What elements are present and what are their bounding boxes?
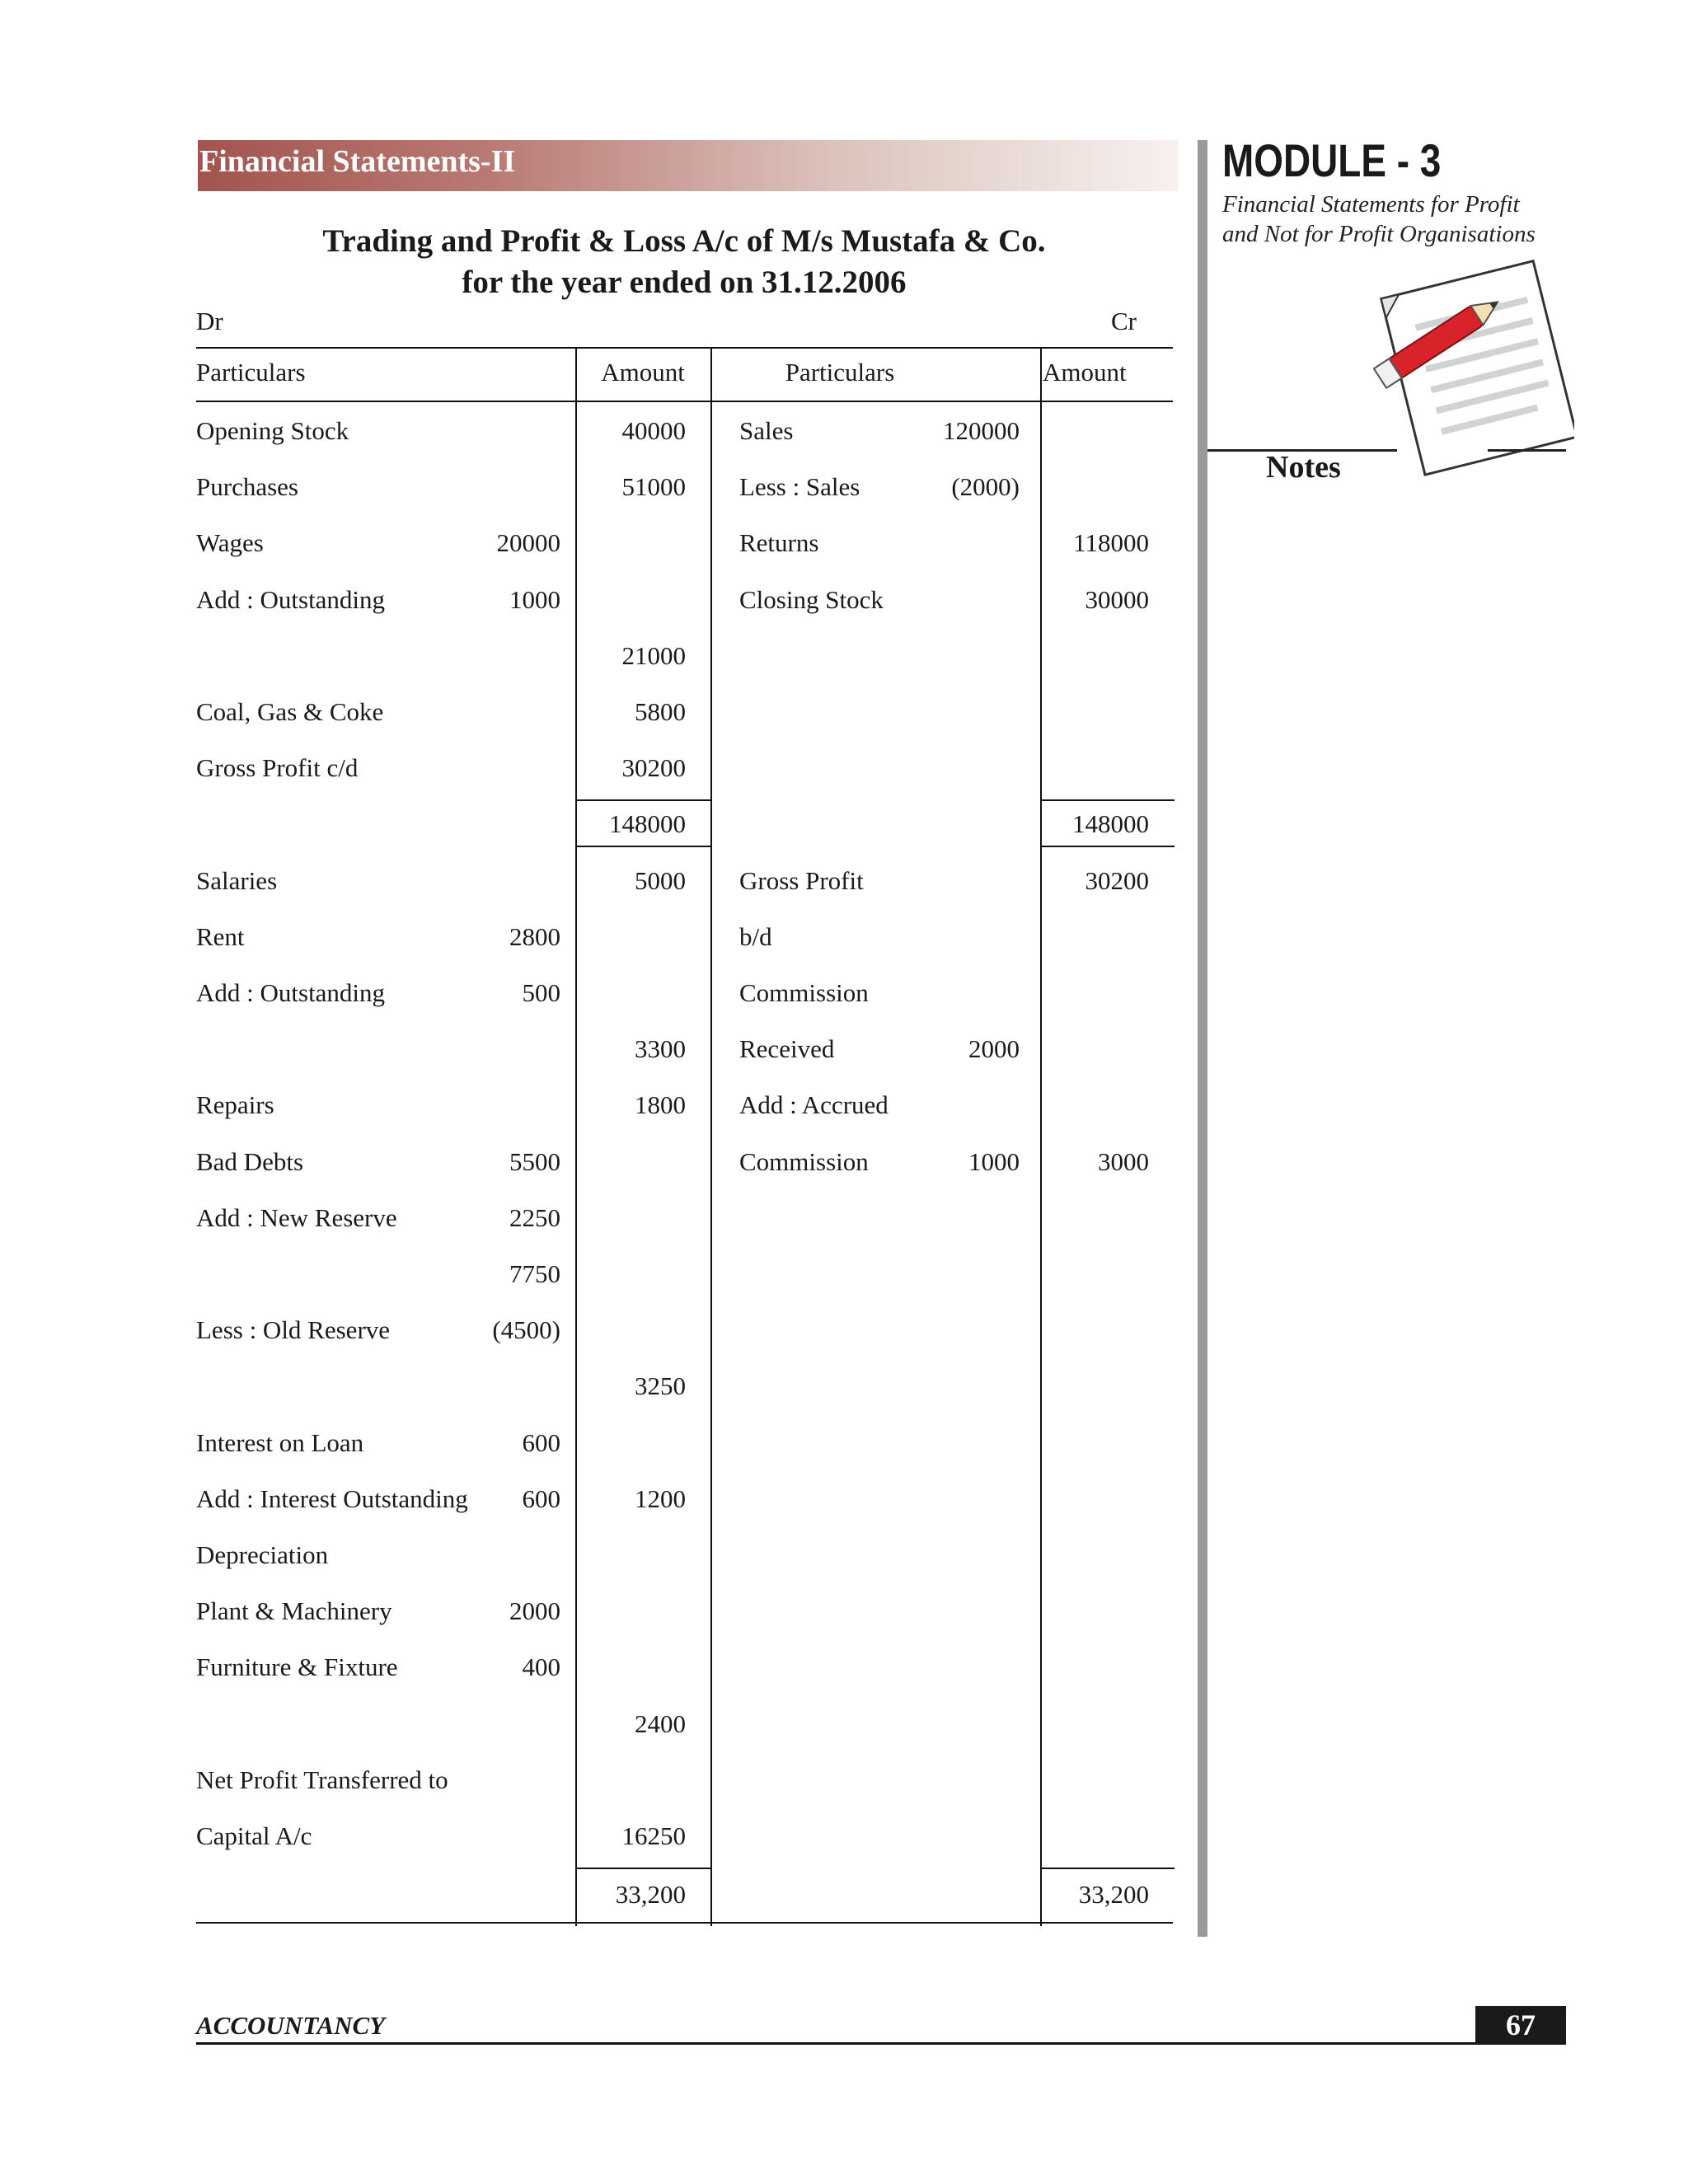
debit-particular: Add : Outstanding: [196, 585, 386, 614]
debit-amount: 21000: [621, 641, 686, 670]
debit-amount: 40000: [621, 416, 686, 445]
debit-particular: Wages: [196, 528, 264, 557]
header-particulars-left: Particulars: [196, 358, 306, 387]
debit-inner-amount: 1000: [509, 585, 560, 614]
credit-inner-amount: 1000: [968, 1147, 1020, 1176]
debit-amount: 51000: [621, 472, 686, 501]
credit-particular: Gross Profit: [739, 866, 864, 895]
debit-particular: Less : Old Reserve: [196, 1315, 391, 1344]
debit-amount: 5800: [635, 697, 686, 726]
debit-inner-amount: 500: [522, 978, 560, 1007]
debit-amount: 3250: [635, 1371, 686, 1400]
debit-particular: Capital A/c: [196, 1821, 312, 1850]
debit-amount: 3300: [635, 1034, 686, 1063]
credit-particular: Closing Stock: [739, 585, 884, 614]
debit-particular: Bad Debts: [196, 1147, 304, 1176]
credit-particular: Sales: [739, 416, 794, 445]
module-subtitle: [1222, 190, 1536, 249]
credit-particular: Returns: [739, 528, 819, 557]
subtotal-rule: [575, 846, 712, 847]
debit-particular: Net Profit Transferred to: [196, 1765, 448, 1794]
section-title: Financial Statements-II: [199, 144, 516, 179]
debit-inner-amount: 5500: [509, 1147, 560, 1176]
debit-inner-amount: 400: [522, 1652, 560, 1681]
debit-inner-amount: 600: [522, 1428, 560, 1457]
debit-particular: Purchases: [196, 472, 298, 501]
debit-inner-amount: 20000: [496, 528, 560, 557]
debit-amount: 148000: [609, 809, 686, 838]
header-amount-left: Amount: [601, 358, 685, 387]
subtotal-rule: [1040, 846, 1175, 847]
debit-particular: Add : Outstanding: [196, 978, 386, 1007]
debit-amount: 30200: [621, 753, 686, 782]
page-number: 67: [1506, 2008, 1536, 2041]
total-rule: [575, 1868, 712, 1869]
debit-particular: Rent: [196, 922, 245, 951]
debit-particular: Salaries: [196, 866, 278, 895]
debit-particular: Add : Interest Outstanding: [196, 1484, 468, 1513]
credit-particular: Commission: [739, 1147, 869, 1176]
debit-particular: Coal, Gas & Coke: [196, 697, 384, 726]
credit-amount: 3000: [1098, 1147, 1149, 1176]
credit-particular: Less : Sales: [739, 472, 860, 501]
debit-particular: Add : New Reserve: [196, 1203, 397, 1232]
section-banner: [198, 140, 1179, 191]
debit-amount: 1200: [635, 1484, 686, 1513]
sidebar-divider: [1198, 140, 1207, 1937]
credit-particular: Add : Accrued: [739, 1090, 889, 1119]
dr-label: Dr: [196, 307, 223, 335]
total-right: 33,200: [1078, 1880, 1149, 1909]
debit-inner-amount: 2800: [509, 922, 560, 951]
credit-amount: 148000: [1072, 809, 1149, 838]
credit-inner-amount: 2000: [968, 1034, 1020, 1063]
footer-subject: ACCOUNTANCY: [196, 2011, 386, 2040]
debit-amount: 2400: [635, 1709, 686, 1738]
debit-inner-amount: 2000: [509, 1596, 560, 1625]
credit-inner-amount: 120000: [943, 416, 1020, 445]
debit-particular: Gross Profit c/d: [196, 753, 359, 782]
column-divider: [575, 347, 577, 1926]
debit-particular: Furniture & Fixture: [196, 1652, 398, 1681]
total-rule: [1040, 1868, 1175, 1869]
debit-inner-amount: 2250: [509, 1203, 560, 1232]
debit-particular: Opening Stock: [196, 416, 349, 445]
header-particulars-right: Particulars: [785, 358, 895, 387]
cr-label: Cr: [1111, 307, 1137, 335]
debit-particular: Interest on Loan: [196, 1428, 364, 1457]
table-bottom-rule: [196, 1922, 1173, 1924]
statement-period: for the year ended on 31.12.2006: [462, 265, 907, 300]
debit-particular: Repairs: [196, 1090, 274, 1119]
debit-inner-amount: 7750: [509, 1259, 560, 1288]
module-subtitle-line1: Financial Statements for Profit: [1222, 191, 1520, 218]
credit-amount: 118000: [1073, 528, 1149, 557]
credit-particular: Received: [739, 1034, 835, 1063]
debit-amount: 5000: [635, 866, 686, 895]
subtotal-rule: [1040, 799, 1175, 801]
header-amount-right: Amount: [1043, 358, 1127, 387]
debit-particular: Plant & Machinery: [196, 1596, 392, 1625]
module-subtitle-line2: and Not for Profit Organisations: [1222, 221, 1536, 247]
debit-inner-amount: (4500): [492, 1315, 560, 1344]
notes-rule-right: [1488, 449, 1566, 452]
debit-particular: Depreciation: [196, 1540, 329, 1569]
total-left: 33,200: [615, 1880, 686, 1909]
credit-particular: Commission: [739, 978, 869, 1007]
page-number-box: [1475, 2006, 1566, 2044]
footer-rule: [196, 2042, 1566, 2045]
credit-inner-amount: (2000): [951, 472, 1020, 501]
header-top-rule: [196, 347, 1173, 349]
column-divider: [710, 347, 712, 1926]
debit-inner-amount: 600: [522, 1484, 560, 1513]
subtotal-rule: [575, 799, 712, 801]
module-title: MODULE - 3: [1222, 134, 1442, 186]
header-bottom-rule: [196, 401, 1173, 402]
debit-amount: 1800: [635, 1090, 686, 1119]
statement-title: Trading and Profit & Loss A/c of M/s Mustafa & Co.: [322, 223, 1046, 259]
notes-label: Notes: [1266, 450, 1341, 485]
credit-amount: 30200: [1085, 866, 1149, 895]
debit-amount: 16250: [621, 1821, 686, 1850]
credit-particular: b/d: [739, 922, 772, 951]
credit-amount: 30000: [1085, 585, 1149, 614]
